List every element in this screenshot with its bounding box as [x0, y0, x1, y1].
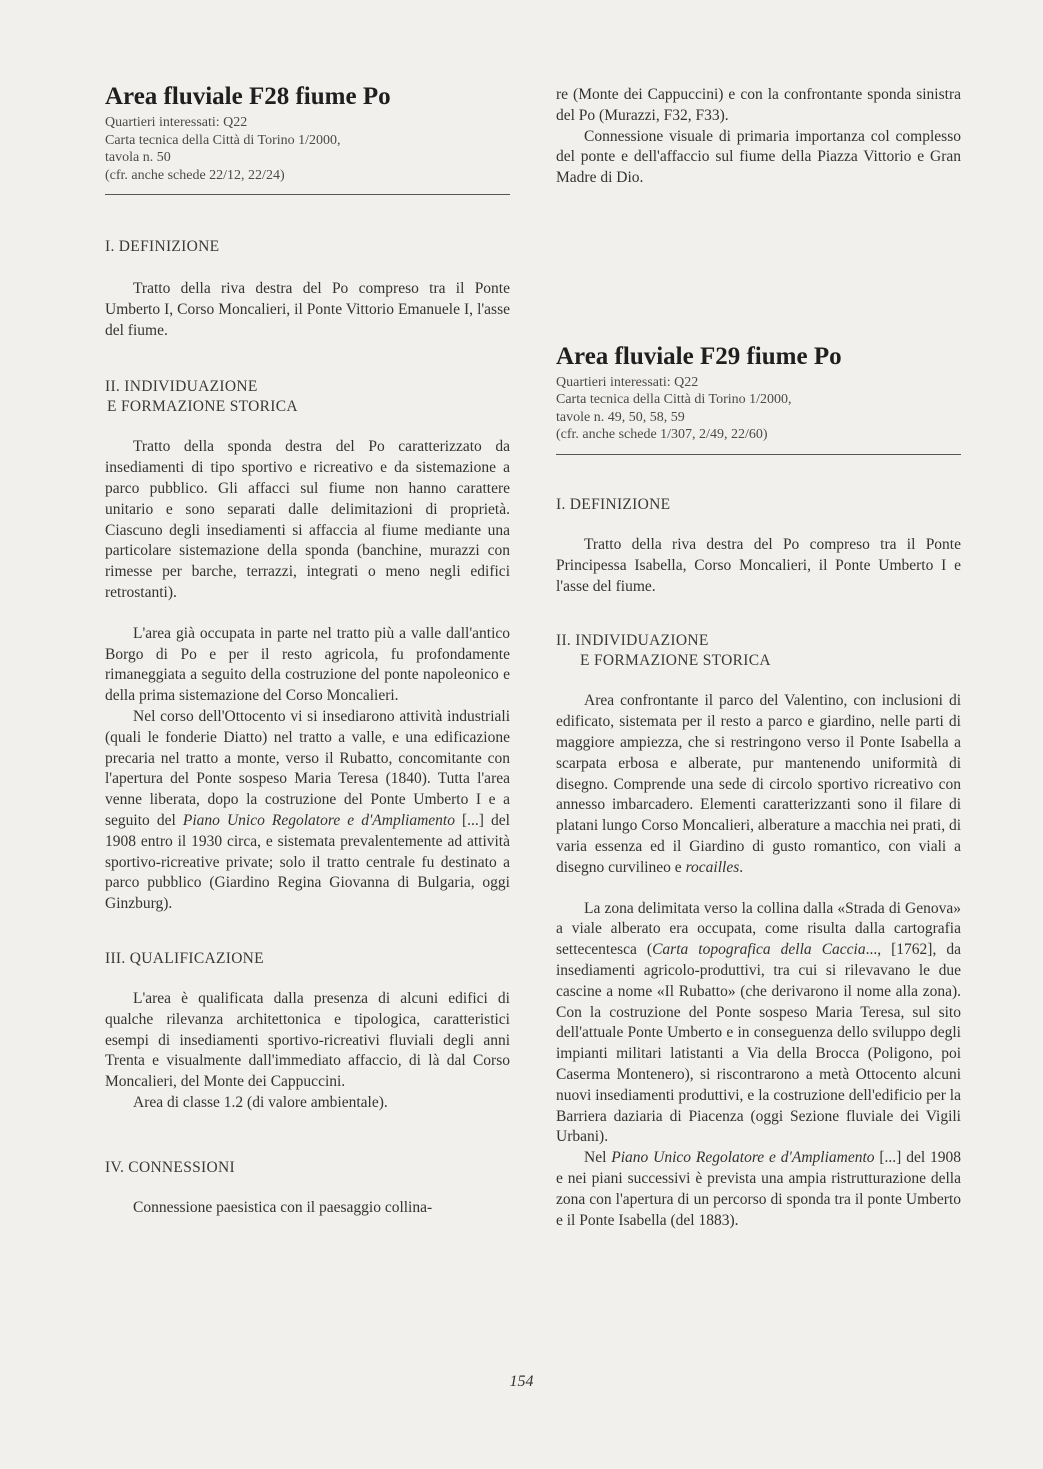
paragraph [105, 707, 510, 915]
divider [105, 194, 510, 195]
paragraph: Tratto della riva destra del Po compreso tra il Ponte Principessa Isabella, Corso Moncalieri, il Ponte Umberto I e l'asse del fiume. [556, 535, 961, 595]
left-column [105, 82, 510, 1219]
meta-line: (cfr. anche schede 22/12, 22/24) [105, 167, 285, 183]
paragraph [556, 899, 961, 1149]
paragraph: Area di classe 1.2 (di valore ambientale). [133, 1093, 388, 1111]
text-run: ..., [1762], da insediamenti agricolo-produttivi, tra cui si rilevavano le due cascine a nome «Il Rubatto» (che derivarono il nome alla zona). Con la costruzione del Ponte sospeso Maria Teresa, sul sito dell'attuale Ponte Umberto e in conseguenza dello sviluppo degli impianti militari latistanti a Via della Brocca (Poligono, poi Caserma Montenero), si riscontrarono a metà Ottocento alcuni nuovi insediamenti produttivi, e la costruzione dell'edificio per la Barriera daziaria di Piacenza (oggi Sezione fluviale dei Vigili Urbani). [556, 941, 962, 1146]
paragraph: L'area già occupata in parte nel tratto più a valle dall'antico Borgo di Po e per il resto agricola, fu profondamente rimaneggiata a seguito della costruzione del ponte napoleonico e della prima sistemazione del Corso Moncalieri. [105, 624, 510, 705]
paragraph: Tratto della riva destra del Po compreso tra il Ponte Umberto I, Corso Moncalieri, il Ponte Vittorio Emanuele I, l'asse del fiume. [105, 280, 510, 339]
heading-line: II. INDIVIDUAZIONE [556, 632, 709, 650]
paragraph: Connessione paesistica con il paesaggio collina- [133, 1198, 433, 1216]
heading-individuazione [105, 377, 510, 417]
meta-line: Quartieri interessati: Q22 [556, 374, 699, 390]
page-number: 154 [509, 1373, 534, 1390]
meta-line: Quartieri interessati: Q22 [105, 115, 248, 130]
italic-title: Carta topografica della Caccia [652, 941, 866, 959]
heading-line: II. INDIVIDUAZIONE [105, 378, 258, 396]
heading-line: E FORMAZIONE STORICA [580, 652, 771, 670]
paragraph: Connessione visuale di primaria importanza col complesso del ponte e dell'affaccio sul fiume della Piazza Vittorio e Gran Madre di Dio. [556, 127, 961, 187]
section-title-f28: Area fluviale F28 fiume Po [105, 83, 391, 110]
paragraph: re (Monte dei Cappuccini) e con la confrontante sponda sinistra del Po (Murazzi, F32, F33). [556, 86, 961, 124]
text-run: [...] del 1908 entro il 1930 circa, e sistemata prevalentemente ad attività sportivo-ricreative private; solo il tratto centrale fu destinato a parco pubblico (Giardino Regina Giovanna di Bulgaria, oggi Ginzburg). [105, 811, 510, 913]
heading-definizione: I. DEFINIZIONE [105, 238, 220, 255]
f29-metadata [556, 374, 961, 444]
section-title-f29: Area fluviale F29 fiume Po [556, 342, 842, 370]
heading-definizione: I. DEFINIZIONE [556, 495, 671, 513]
divider [556, 454, 961, 455]
text-run: Area confrontante il parco del Valentino, con inclusioni di edificato, sistemata per il resto a parco e giardino, nelle parti di maggiore ampiezza, che si restringono verso il Ponte Isabella a scarpata erbosa e alberate, pur mantenendo uniformità di disegno. Comprende una sede di circolo sportivo ricreativo con annesso imbarcadero. Elementi caratterizzanti sono il filare di platani lungo Corso Moncalieri, alberature a macchia nei prati, di varia essenza ed il Giardino di gusto romantico, con viali a disegno curvilineo e [556, 692, 962, 876]
heading-line: E FORMAZIONE STORICA [107, 398, 298, 416]
heading-individuazione [556, 631, 961, 671]
text-run: Nel [584, 1149, 612, 1167]
heading-qualificazione: III. QUALIFICAZIONE [105, 949, 264, 967]
meta-line: Carta tecnica della Città di Torino 1/2000, [556, 392, 792, 408]
italic-term: rocailles [685, 858, 740, 876]
italic-title: Piano Unico Regolatore e d'Ampliamento [182, 811, 455, 829]
paragraph: Tratto della sponda destra del Po caratterizzato da insediamenti di tipo sportivo e ricreativo e da sistemazione a parco pubblico. Gli affacci sul fiume non hanno carattere unitario e sono separati dalle delimitazioni di proprietà. Ciascuno degli insediamenti si affaccia al fiume mediante una particolare sistemazione della sponda (banchine, murazzi con rimesse per barche, terrazzi, integrati o meno negli edifici retrostanti). [105, 438, 510, 601]
paragraph: L'area è qualificata dalla presenza di alcuni edifici di qualche rilevanza architettonica e tipologica, caratteristici esempi di insediamenti sportivo-ricreativi fluviali degli anni Trenta e visualmente dall'immediato affaccio, di là dal Corso Moncalieri, del Monte dei Cappuccini. [105, 989, 510, 1091]
meta-line: (cfr. anche schede 1/307, 2/49, 22/60) [556, 427, 768, 443]
paragraph [556, 1148, 961, 1231]
text-run: . [739, 858, 744, 876]
italic-title: Piano Unico Regolatore e d'Ampliamento [611, 1149, 875, 1167]
meta-line: tavole n. 49, 50, 58, 59 [556, 409, 685, 425]
meta-line: Carta tecnica della Città di Torino 1/2000, [105, 132, 341, 148]
heading-connessioni: IV. CONNESSIONI [105, 1158, 235, 1176]
meta-line: tavola n. 50 [105, 150, 171, 165]
text-run: Nel corso dell'Ottocento vi si insediarono attività industriali (quali le fonderie Diatto) nel tratto a valle, e una edificazione precaria nel tratto a monte, verso il Rubatto, concomitante con l'apertura del Ponte sospeso Maria Teresa (1840). Tutta l'area venne liberata, dopo la costruzione del Ponte Umberto I e a seguito del [105, 707, 510, 829]
right-column [556, 85, 961, 1231]
text-run: [...] del 1908 e nei piani successivi è prevista una ampia ristrutturazione della zona con l'apertura di un percorso di sponda tra il ponte Umberto e il Ponte Isabella (del 1883). [556, 1149, 961, 1229]
paragraph [556, 691, 961, 878]
f28-metadata [105, 114, 510, 184]
text-run: La zona delimitata verso la collina dalla «Strada di Genova» a viale alberato era occupata, come risulta dalla cartografia settecentesca ( [556, 899, 961, 959]
